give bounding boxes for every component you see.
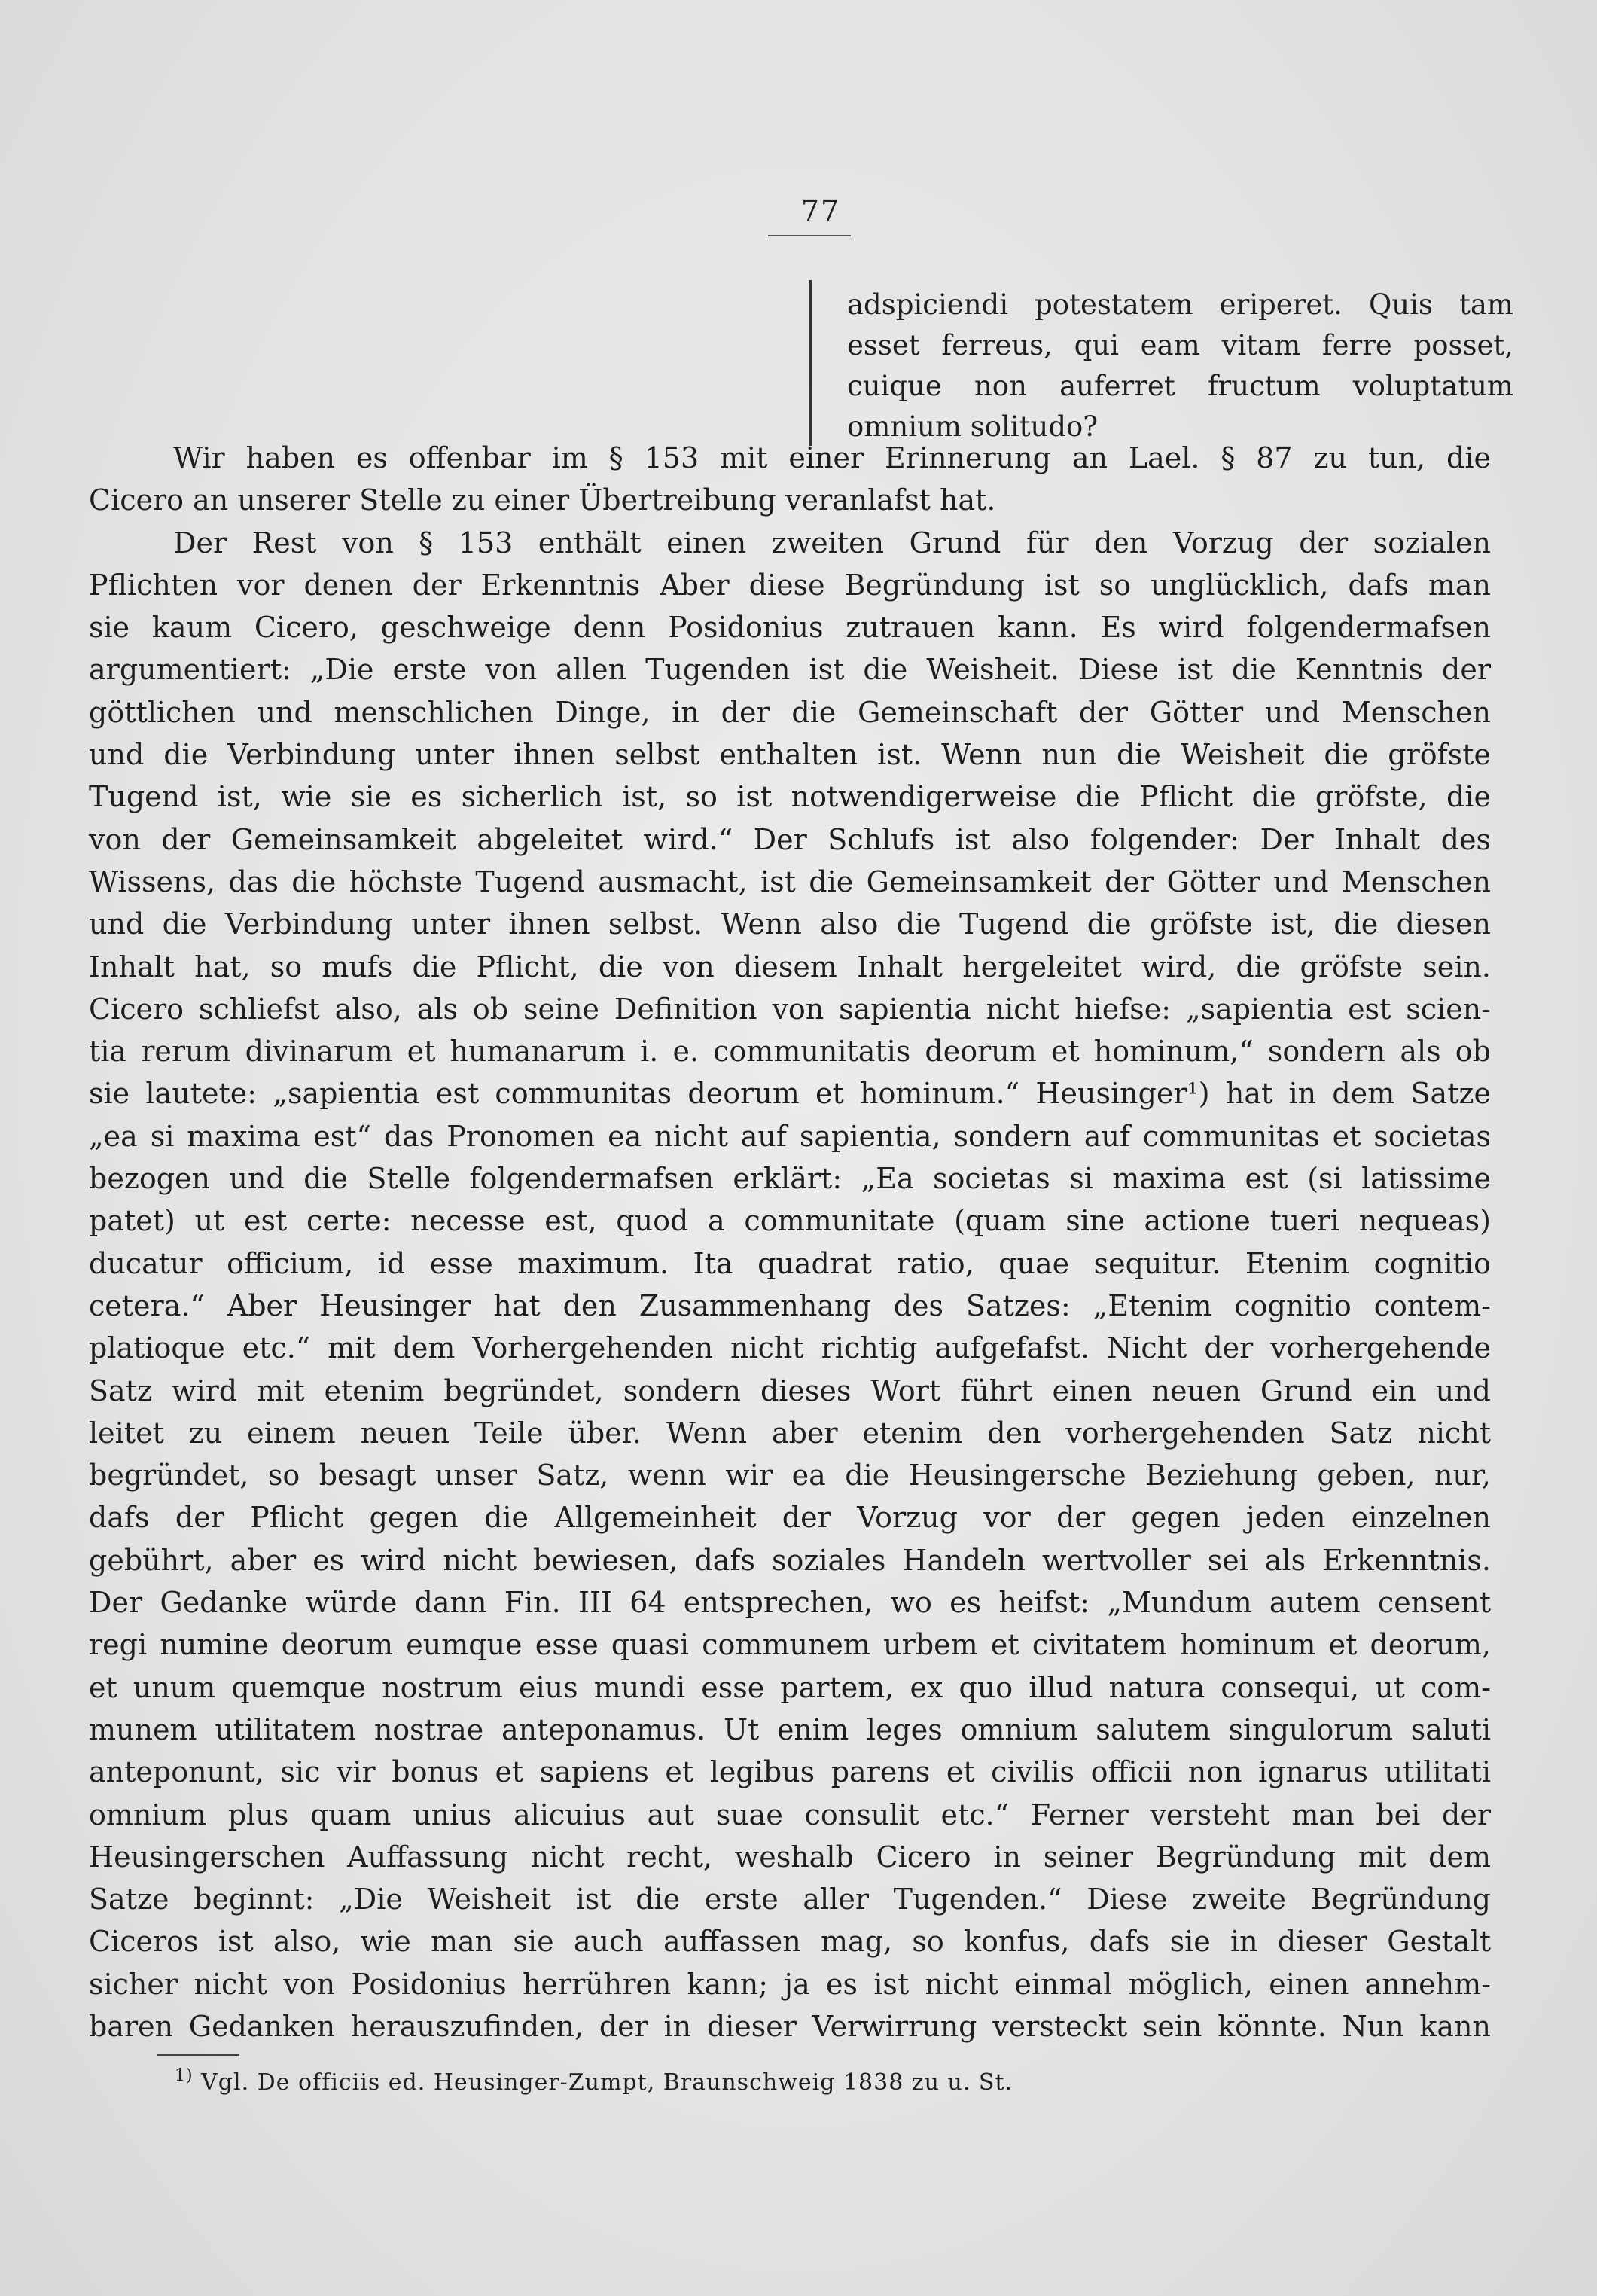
footnote-rule (157, 2054, 239, 2056)
text-line: Ciceros ist also, wie man sie auch auffassen mag, so konfus, dafs sie in dieser Gestalt (89, 1925, 1491, 1959)
text-line: Cicero schliefst also, als ob seine Definition von sapientia nicht hiefse: „sapientia est scien- (89, 992, 1491, 1026)
text-line: Satz wird mit etenim begründet, sondern dieses Wort führt einen neuen Grund ein und (89, 1374, 1491, 1407)
text-line: Inhalt hat, so mufs die Pflicht, die von diesem Inhalt hergeleitet wird, die gröfste sein. (89, 950, 1491, 983)
text-line: bezogen und die Stelle folgendermafsen erklärt: „Ea societas si maxima est (si latissime (89, 1162, 1491, 1196)
text-line: sicher nicht von Posidonius herrühren kann; ja es ist nicht einmal möglich, einen annehm- (89, 1967, 1491, 2001)
text-line: Der Rest von § 153 enthält einen zweiten Grund für den Vorzug der sozialen (173, 526, 1491, 560)
text-line: dafs der Pflicht gegen die Allgemeinheit der Vorzug vor der gegen jeden einzelnen (89, 1501, 1491, 1535)
text-line: und die Verbindung unter ihnen selbst enthalten ist. Wenn nun die Weisheit die gröfste (89, 738, 1491, 772)
main-text-block (89, 437, 1491, 2047)
text-line: baren Gedanken herauszufinden, der in dieser Verwirrung versteckt sein könnte. Nun kann (89, 2009, 1491, 2043)
text-line: munem utilitatem nostrae anteponamus. Ut enim leges omnium salutem singulorum saluti (89, 1712, 1491, 1746)
text-line: Wir haben es offenbar im § 153 mit einer Erinnerung an Lael. § 87 zu tun, die (173, 441, 1491, 474)
footnote (175, 2066, 1013, 2096)
quote-margin-bar (809, 280, 812, 446)
text-line: Heusingerschen Auffassung nicht recht, weshalb Cicero in seiner Begründung mit dem (89, 1840, 1491, 1874)
quote-line: cuique non auferret fructum voluptatum (847, 370, 1513, 402)
quote-line: adspiciendi potestatem eriperet. Quis tam (847, 288, 1513, 321)
text-line: begründet, so besagt unser Satz, wenn wir ea die Heusingersche Beziehung geben, nur, (89, 1459, 1491, 1493)
text-line: regi numine deorum eumque esse quasi communem urbem et civitatem hominum et deorum, (89, 1628, 1491, 1662)
text-line: tia rerum divinarum et humanarum i. e. communitatis deorum et hominum,“ sondern als ob (89, 1035, 1491, 1069)
footnote-text: Vgl. De officiis ed. Heusinger-Zumpt, Braunschweig 1838 zu u. St. (201, 2069, 1013, 2096)
text-line: omnium plus quam unius alicuius aut suae consulit etc.“ Ferner versteht man bei der (89, 1797, 1491, 1831)
text-line: Der Gedanke würde dann Fin. III 64 entsprechen, wo es heifst: „Mundum autem censent (89, 1586, 1491, 1620)
text-line: anteponunt, sic vir bonus et sapiens et legibus parens et civilis officii non ignarus utilitati (89, 1755, 1491, 1789)
text-line: Tugend ist, wie sie es sicherlich ist, so ist notwendigerweise die Pflicht die gröfste, die (89, 780, 1491, 814)
text-line: gebührt, aber es wird nicht bewiesen, dafs soziales Handeln wertvoller sei als Erkenntnis. (89, 1543, 1491, 1577)
text-line: Pflichten vor denen der Erkenntnis Aber diese Begründung ist so unglücklich, dafs man (89, 568, 1491, 602)
text-line: Cicero an unserer Stelle zu einer Übertreibung veranlafst hat. (89, 483, 996, 517)
text-line: et unum quemque nostrum eius mundi esse partem, ex quo illud natura consequi, ut com- (89, 1670, 1491, 1704)
footnote-marker: 1) (175, 2066, 194, 2085)
text-line: platioque etc.“ mit dem Vorhergehenden nicht richtig aufgefafst. Nicht der vorhergehende (89, 1331, 1491, 1365)
text-line: cetera.“ Aber Heusinger hat den Zusammenhang des Satzes: „Etenim cognitio contem- (89, 1288, 1491, 1322)
text-line: argumentiert: „Die erste von allen Tugenden ist die Weisheit. Diese ist die Kenntnis der (89, 653, 1491, 687)
quote-line: omnium solitudo? (847, 410, 1099, 443)
text-line: „ea si maxima est“ das Pronomen ea nicht auf sapientia, sondern auf communitas et societas (89, 1119, 1491, 1153)
text-line: ducatur officium, id esse maximum. Ita quadrat ratio, quae sequitur. Etenim cognitio (89, 1246, 1491, 1280)
latin-quote-block (847, 285, 1513, 447)
text-line: Satze beginnt: „Die Weisheit ist die erste aller Tugenden.“ Diese zweite Begründung (89, 1883, 1491, 1916)
text-line: und die Verbindung unter ihnen selbst. Wenn also die Tugend die gröfste ist, die diesen (89, 907, 1491, 941)
page-number-rule (768, 235, 851, 236)
text-line: patet) ut est certe: necesse est, quod a communitate (quam sine actione tueri nequeas) (89, 1204, 1491, 1238)
text-line: sie lautete: „sapientia est communitas deorum et hominum.“ Heusinger¹) hat in dem Satze (89, 1077, 1491, 1111)
text-line: Wissens, das die höchste Tugend ausmacht, ist die Gemeinsamkeit der Götter und Menschen (89, 864, 1491, 898)
text-line: von der Gemeinsamkeit abgeleitet wird.“ Der Schlufs ist also folgender: Der Inhalt des (89, 822, 1491, 856)
text-line: leitet zu einem neuen Teile über. Wenn aber etenim den vorhergehenden Satz nicht (89, 1416, 1491, 1450)
quote-line: esset ferreus, qui eam vitam ferre posset, (847, 329, 1513, 361)
page-number: 77 (800, 194, 841, 227)
text-line: göttlichen und menschlichen Dinge, in der die Gemeinschaft der Götter und Menschen (89, 695, 1491, 729)
text-line: sie kaum Cicero, geschweige denn Posidonius zutrauen kann. Es wird folgendermafsen (89, 611, 1491, 645)
